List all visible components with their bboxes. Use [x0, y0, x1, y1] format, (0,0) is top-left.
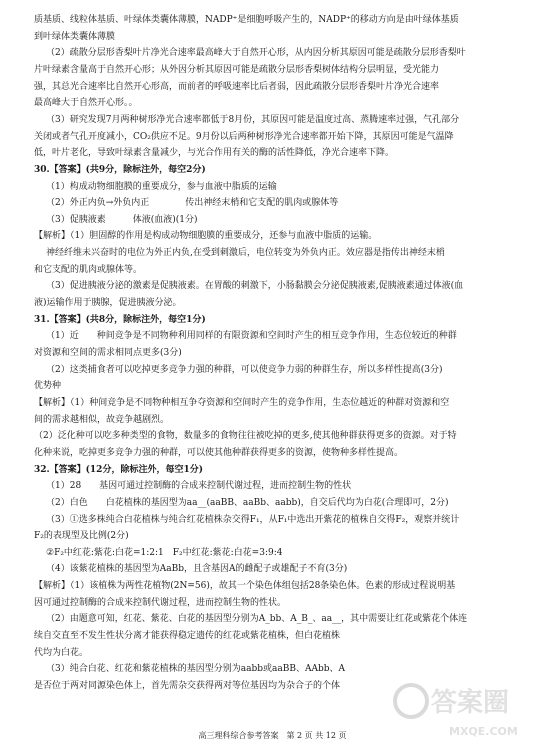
text-line: （2）外正内负→外负内正 传出神经末梢和它支配的肌肉或腺体等: [46, 198, 339, 209]
text-line: 神经纤维未兴奋时的电位为外正内负,在受到刺激后，电位转变为外负内正。效应器是指传出神经末梢: [46, 248, 445, 259]
text-line: （4）该紫花植株的基因型为AaBb，且含基因A的雌配子或雄配子不育(3分): [46, 564, 348, 575]
text-line: 是否位于两对同源染色体上，首先需杂交获得两对等位基因均为杂合子的个体: [34, 681, 341, 691]
text-line: 强，其总光合速率比自然开心形高，而前者的呼吸速率比后者弱，因此疏散分层形香梨叶片净光合速率: [34, 81, 440, 92]
text-line: 化种来说，吃掉更多竞争力强的种群，可以使其他种群获得更多的资源，使物种多样性提高。: [34, 447, 404, 458]
text-line: 和它支配的肌肉或腺体等。: [34, 264, 143, 275]
text-line: 30.【答案】(共9分，除标注外，每空2分): [34, 164, 206, 175]
text-line: 间的需求越相似，故竞争越剧烈。: [34, 414, 170, 425]
text-line: （2）由题意可知，红花、紫花、白花的基因型分别为A_bb、A_B_、aa__，其中需要让红花或紫花个体连: [46, 614, 468, 625]
text-line: （3）①选多株纯合白花植株与纯合红花植株杂交得F₁，从F₁中选出开紫花的植株自交得F₂，观察并统计: [46, 514, 460, 525]
text-line: 质基质、线粒体基质、叶绿体类囊体薄膜，NADP⁺是细胞呼吸产生的，NADP⁺的移动方向是由叶绿体基质: [34, 15, 459, 25]
text-line: 优势种: [34, 381, 62, 392]
text-line: 对资源和空间的需求相同点更多(3分): [34, 348, 182, 358]
text-line: 低，叶片老化，导致叶绿素含量减少，与光合作用有关的酶的活性降低，净光合速率下降。: [34, 148, 395, 159]
text-line: （2）疏散分层形香梨叶片净光合速率最高峰大于自然开心形，从内因分析其原因可能是疏散分层形香梨叶: [46, 48, 466, 59]
text-line: 到叶绿体类囊体薄膜: [34, 31, 116, 42]
text-line: （3）研究发现7月两种树形净光合速率都低于8月份，其原因可能是温度过高、蒸腾速率过强，气孔部分: [46, 114, 460, 125]
text-line: F₂的表现型及比例(2分): [34, 531, 129, 542]
text-line: 32.【答案】(12分，除标注外，每空1分): [34, 464, 203, 475]
text-line: 代均为白花。: [34, 647, 89, 658]
watermark-logo: [389, 671, 539, 743]
text-line: （1）近 种间竞争是不同物种利用同样的有限资源和空间时产生的相互竞争作用，生态位较近的种群: [46, 331, 457, 342]
text-line: （2）这类捕食者可以吃掉更多竞争力强的种群，可以使竞争力弱的种群生存，所以多样性提高(3分): [46, 364, 443, 375]
watermark-text: 答案圈: [431, 688, 510, 718]
text-line: 液)运输作用于胰腺，促进胰液分泌。: [34, 298, 182, 309]
text-line: 片叶绿素含量高于自然开心形；从外因分析其原因可能是疏散分层形香梨树体结构分层明显，受光能力: [34, 64, 440, 75]
text-line: 【解析】（1）胆固醇的作用是构成动物细胞膜的重要成分，还参与血液中脂质的运输。: [34, 231, 378, 242]
page-footer: 高三理科综合参考答案 第 2 页 共 12 页: [198, 731, 347, 740]
watermark-ring: [395, 685, 427, 717]
text-line: （3）促进胰液分泌的激素是促胰液素。在胃酸的刺激下，小肠黏膜会分泌促胰液素,促胰液素通过体液(血: [46, 281, 464, 292]
text-line: （2）白色 白花植株的基因型为aa__(aaBB、aaBb、aabb)，自交后代均为白花(合理即可，2分): [46, 497, 449, 508]
text-line: 【解析】（1）该植株为两性花植物(2N=56)，故其一个染色体组包括28条染色体。色素的形成过程说明基: [34, 581, 456, 592]
text-line: （1）构成动物细胞膜的重要成分，参与血液中脂质的运输: [46, 181, 277, 192]
text-line: 关闭或者气孔开度减小，CO₂供应不足。9月份以后两种树形净光合速率都开始下降，其原因可能是气温降: [34, 131, 454, 142]
text-line: 续自交直至不发生性状分离才能获得稳定遗传的红花或紫花植株，但白花植株: [34, 631, 341, 642]
text-line: 因可通过控制酶的合成来控制代谢过程，进而控制生物的性状。: [34, 597, 287, 608]
text-line: 最高峰大于自然开心形。。: [34, 98, 138, 109]
text-line: （3）促胰液素 体液(血液)(1分): [46, 214, 198, 225]
text-line: ②F₂中红花:紫花:白花=1:2:1 F₂中红花:紫花:白花=3:9:4: [46, 547, 283, 558]
text-line: （2）泛化种可以吃多种类型的食物，数量多的食物往往被吃掉的更多,使其他种群获得更多的资源。对于特: [34, 431, 457, 442]
text-line: 【解析】（1）种间竞争是不同物种相互争夺资源和空间时产生的竞争作用，生态位越近的种群对资源和空: [34, 397, 450, 408]
text-line: 31.【答案】(共8分，除标注外，每空1分): [34, 314, 206, 325]
text-line: （1）28 基因可通过控制酶的合成来控制代谢过程，进而控制生物的性状: [46, 481, 352, 492]
watermark-url: MXQE.COM: [449, 725, 518, 738]
text-line: （3）纯合白花、红花和紫花植株的基因型分别为aabb或aaBB、AAbb、A: [46, 664, 345, 675]
